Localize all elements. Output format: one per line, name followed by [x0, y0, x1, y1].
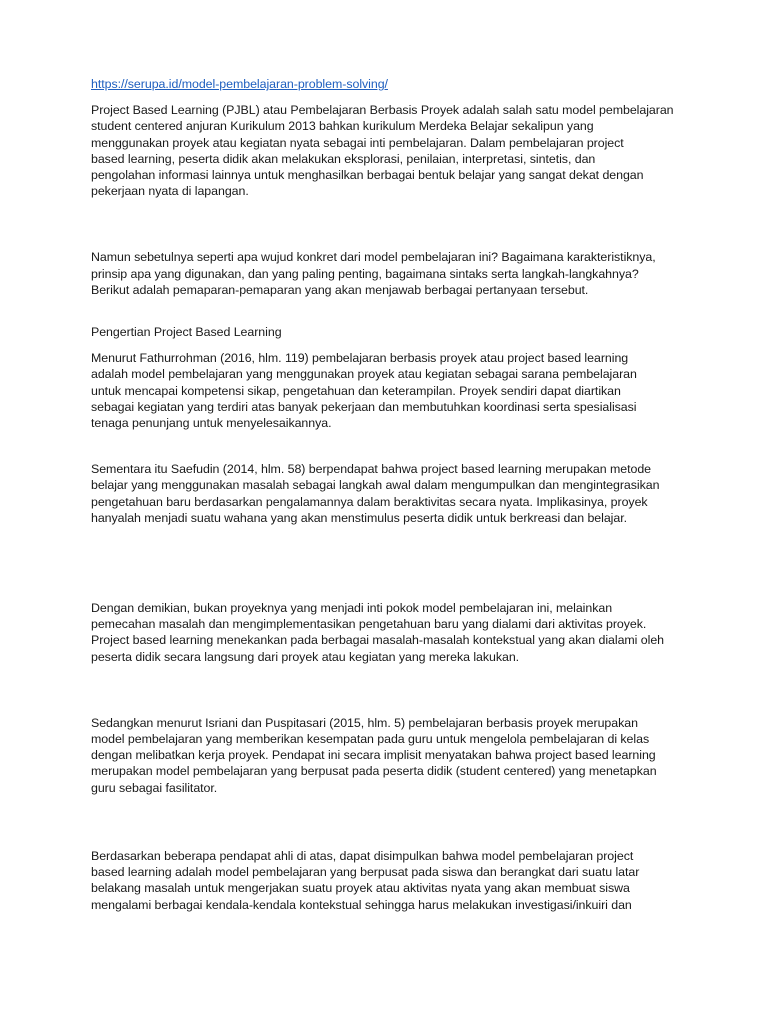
spacer: [91, 340, 683, 350]
paragraph-line: Berikut adalah pemaparan-pemaparan yang akan menjawab berbagai pertanyaan tersebut.: [91, 282, 589, 297]
paragraph-line: dengan melibatkan kerja proyek. Pendapat ini secara implisit menyatakan bahwa project based learning: [91, 748, 656, 763]
paragraph-line: hanyalah menjadi suatu wahana yang akan menstimulus peserta didik untuk berkreasi dan belajar.: [91, 510, 628, 525]
paragraph-line: student centered anjuran Kurikulum 2013 bahkan kurikulum Merdeka Belajar sekalipun yang: [91, 119, 594, 134]
spacer: [91, 92, 683, 102]
paragraph-line: pengolahan informasi lainnya untuk menghasilkan berbagai bentuk belajar yang sangat dekat dengan: [91, 168, 644, 183]
paragraph-line: peserta didik secara langsung dari proyek atau kegiatan yang mereka lakukan.: [91, 649, 520, 664]
paragraph-question: [91, 249, 683, 298]
paragraph-line: menggunakan proyek atau kegiatan nyata sebagai inti pembelajaran. Dalam pembelajaran project: [91, 135, 624, 150]
paragraph-line: sebagai kegiatan yang terdiri atas banyak pekerjaan dan membutuhkan koordinasi serta spesialisasi: [91, 399, 637, 414]
paragraph-fathurrohman: [91, 350, 683, 431]
paragraph-line: Project Based Learning (PJBL) atau Pembelajaran Berbasis Proyek adalah salah satu model pembelajaran: [91, 103, 674, 118]
paragraph-line: Project based learning menekankan pada berbagai masalah-masalah kontekstual yang akan dialami oleh: [91, 633, 665, 648]
paragraph-line: mengalami berbagai kendala-kendala kontekstual sehingga harus melakukan investigasi/inkuiri dan: [91, 897, 632, 912]
paragraph-line: belakang masalah untuk mengerjakan suatu proyek atau aktivitas nyata yang akan membuat siswa: [91, 881, 630, 896]
paragraph-line: Dengan demikian, bukan proyeknya yang menjadi inti pokok model pembelajaran ini, melainkan: [91, 601, 613, 616]
spacer: [91, 431, 683, 461]
paragraph-line: pekerjaan nyata di lapangan.: [91, 184, 249, 199]
paragraph-line: Menurut Fathurrohman (2016, hlm. 119) pembelajaran berbasis proyek atau project based learning: [91, 351, 629, 366]
source-link-line: [91, 76, 683, 92]
paragraph-line: Namun sebetulnya seperti apa wujud konkret dari model pembelajaran ini? Bagaimana karakteristiknya,: [91, 250, 656, 265]
spacer: [91, 199, 683, 249]
paragraph-line: adalah model pembelajaran yang menggunakan proyek atau kegiatan sebagai sarana pembelajaran: [91, 367, 637, 382]
source-link[interactable]: https://serupa.id/model-pembelajaran-problem-solving/: [91, 77, 388, 91]
paragraph-saefudin: [91, 461, 683, 526]
paragraph-isriani: [91, 715, 683, 796]
paragraph-kesimpulan: [91, 848, 683, 913]
spacer: [91, 665, 683, 715]
paragraph-line: Berdasarkan beberapa pendapat ahli di atas, dapat disimpulkan bahwa model pembelajaran project: [91, 848, 634, 863]
paragraph-line: based learning, peserta didik akan melakukan eksplorasi, penilaian, interpretasi, sintetis, dan: [91, 151, 596, 166]
paragraph-line: based learning adalah model pembelajaran yang berpusat pada siswa dan berangkat dari suatu latar: [91, 865, 640, 880]
paragraph-line: prinsip apa yang digunakan, dan yang paling penting, bagaimana sintaks serta langkah-langkahnya?: [91, 266, 639, 281]
paragraph-line: tenaga penunjang untuk menyelesaikannya.: [91, 416, 332, 431]
paragraph-demikian: [91, 600, 683, 665]
section-heading: [91, 324, 683, 340]
paragraph-line: belajar yang menggunakan masalah sebagai langkah awal dalam mengumpulkan dan mengintegrasikan: [91, 478, 660, 493]
paragraph-line: merupakan model pembelajaran yang berpusat pada peserta didik (student centered) yang menetapkan: [91, 764, 657, 779]
document-body: [91, 76, 683, 913]
paragraph-line: pemecahan masalah dan mengimplementasikan pengetahuan baru yang dialami dari aktivitas proyek.: [91, 617, 647, 632]
paragraph-line: guru sebagai fasilitator.: [91, 780, 218, 795]
spacer: [91, 796, 683, 848]
paragraph-line: model pembelajaran yang memberikan kesempatan pada guru untuk mengelola pembelajaran di kelas: [91, 732, 650, 747]
heading-text: Pengertian Project Based Learning: [91, 325, 282, 340]
paragraph-intro: [91, 102, 683, 199]
paragraph-line: untuk mencapai kompetensi sikap, pengetahuan dan keterampilan. Proyek sendiri dapat diartikan: [91, 383, 621, 398]
paragraph-line: Sedangkan menurut Isriani dan Puspitasari (2015, hlm. 5) pembelajaran berbasis proyek merupakan: [91, 715, 638, 730]
spacer: [91, 526, 683, 600]
paragraph-line: Sementara itu Saefudin (2014, hlm. 58) berpendapat bahwa project based learning merupakan metode: [91, 462, 652, 477]
spacer: [91, 298, 683, 324]
paragraph-line: pengetahuan baru berdasarkan pengalamannya dalam beraktivitas secara nyata. Implikasinya, proyek: [91, 494, 648, 509]
